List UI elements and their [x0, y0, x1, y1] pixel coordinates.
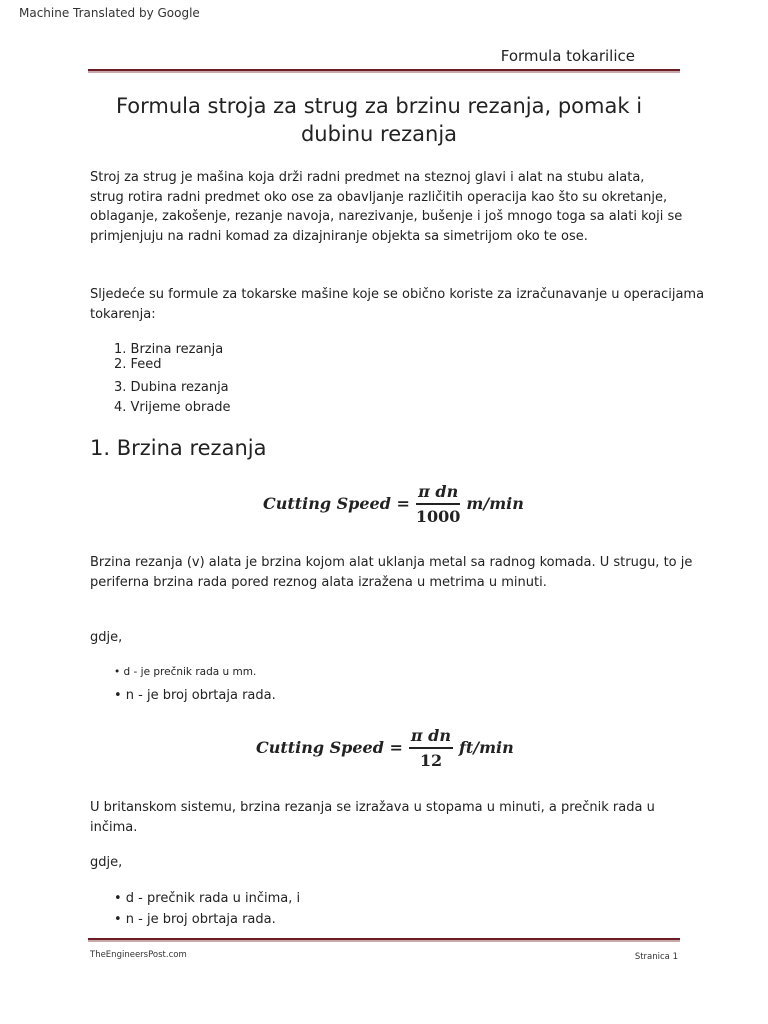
- footer-site: TheEngineersPost.com: [90, 950, 187, 960]
- formulas-intro-line: Sljedeće su formule za tokarske mašine koje se obično koriste za izračunavanje u operacijama: [90, 287, 705, 302]
- machine-translation-banner: Machine Translated by Google: [19, 6, 200, 20]
- footer-rule: [88, 938, 680, 942]
- header-rule: [88, 69, 680, 73]
- bullet-item: • d - je prečnik rada u mm.: [114, 666, 257, 678]
- british-system-note: U britanskom sistemu, brzina rezanja se izražava u stopama u minuti, a prečnik rada u inčima.: [90, 800, 655, 835]
- formula-lhs: Cutting Speed =: [256, 738, 403, 758]
- formula-unit: ft/min: [459, 738, 514, 758]
- title-line-1: Formula stroja za strug za brzinu rezanja, pomak i: [115, 94, 643, 118]
- intro-paragraph: [90, 168, 683, 246]
- where-label: gdje,: [90, 855, 123, 870]
- formulas-intro-line: tokarenja:: [90, 306, 156, 322]
- bullet-item: • n - je broj obrtaja rada.: [114, 912, 276, 927]
- title-line-2: dubinu rezanja: [300, 122, 458, 146]
- formula-unit: m/min: [466, 494, 524, 514]
- formula-denominator: 12: [419, 750, 443, 770]
- section-heading: 1. Brzina rezanja: [90, 436, 267, 460]
- intro-line: strug rotira radni predmet oko ose za obavljanje različitih operacija kao što su okretanje,: [90, 189, 668, 205]
- formula-denominator: 1000: [415, 506, 461, 526]
- running-header: Formula tokarilice: [500, 47, 635, 65]
- description-line: Brzina rezanja (v) alata je brzina kojom alat uklanja metal sa radnog komada. U strugu, to je: [90, 555, 693, 570]
- formulas-intro-paragraph: [90, 285, 705, 324]
- formula-numerator: π dn: [410, 726, 451, 745]
- toc-item: 4. Vrijeme obrade: [114, 400, 231, 415]
- intro-line: oblaganje, zakošenje, rezanje navoja, narezivanje, bušenje i još mnogo toga sa alati koji se: [90, 209, 683, 225]
- intro-line: Stroj za strug je mašina koja drži radni predmet na steznoj glavi i alat na stubu alata,: [90, 170, 645, 185]
- formula-lhs: Cutting Speed =: [263, 494, 410, 514]
- cutting-speed-description: [90, 553, 693, 592]
- description-line: periferna brzina rada pored reznog alata izražena u metrima u minuti.: [90, 574, 547, 590]
- intro-line: primjenjuju na radni komad za dizajniranje objekta sa simetrijom oko te ose.: [90, 228, 588, 244]
- bullet-item: • n - je broj obrtaja rada.: [114, 688, 276, 703]
- where-label: gdje,: [90, 630, 123, 645]
- formula-fraction: [409, 726, 453, 770]
- footer-page-number: Stranica 1: [634, 952, 678, 962]
- toc-item: 3. Dubina rezanja: [114, 380, 229, 395]
- formula-numerator: π dn: [418, 482, 459, 501]
- bullet-item: • d - prečnik rada u inčima, i: [114, 891, 301, 906]
- formula-metric: [263, 482, 524, 526]
- document-title: [90, 92, 668, 148]
- toc-item: 2. Feed: [114, 357, 162, 372]
- formula-fraction: [416, 482, 461, 526]
- formula-imperial: [256, 726, 514, 770]
- toc-item: 1. Brzina rezanja: [114, 342, 224, 357]
